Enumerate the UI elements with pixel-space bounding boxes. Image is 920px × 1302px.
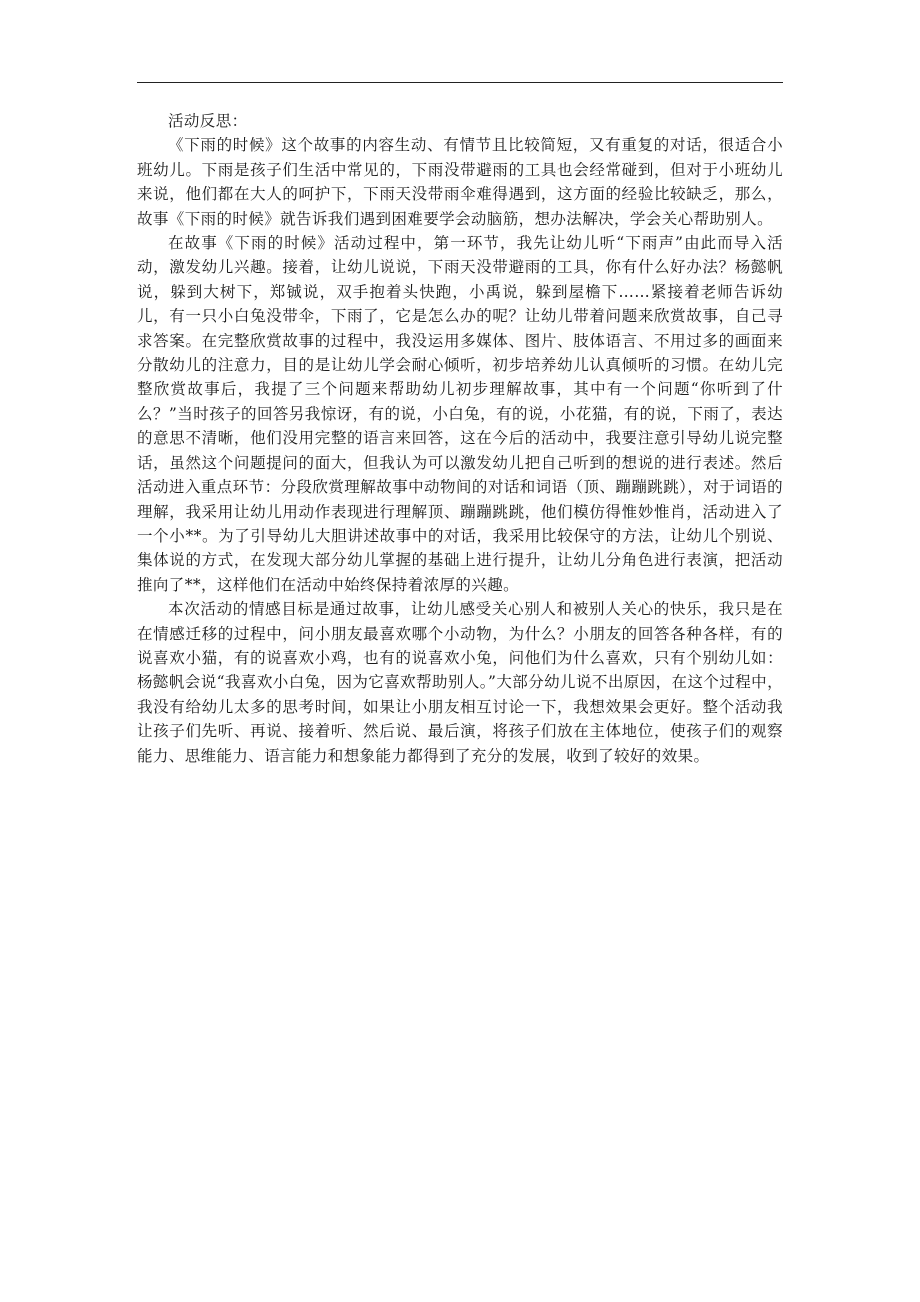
paragraph-intro: 《下雨的时候》这个故事的内容生动、有情节且比较简短，又有重复的对话，很适合小班幼儿。下雨是孩子们生活中常见的，下雨没带避雨的工具也会经常碰到，但对于小班幼儿来说，他们都在大人的呵护下，下雨天没带雨伞难得遇到，这方面的经验比较缺乏，那么，故事《下雨的时候》就告诉我们遇到困难要学会动脑筋，想办法解决，学会关心帮助别人。 — [137, 136, 783, 228]
section-heading: 活动反思： — [168, 112, 248, 130]
document-body — [137, 109, 783, 768]
header-rule — [137, 82, 783, 83]
paragraph-emotion-goal: 本次活动的情感目标是通过故事，让幼儿感受关心别人和被别人关心的快乐，我只是在在情感迁移的过程中，问小朋友最喜欢哪个小动物，为什么？小朋友的回答各种各样，有的说喜欢小猫，有的说喜欢小鸡，也有的说喜欢小兔，问他们为什么喜欢，只有个别幼儿如：杨懿帆会说“我喜欢小白兔，因为它喜欢帮助别人。”大部分幼儿说不出原因，在这个过程中，我没有给幼儿太多的思考时间，如果让小朋友相互讨论一下，我想效果会更好。整个活动我让孩子们先听、再说、接着听、然后说、最后演，将孩子们放在主体地位，使孩子们的观察能力、思维能力、语言能力和想象能力都得到了充分的发展，收到了较好的效果。 — [137, 600, 783, 765]
paragraph-process: 在故事《下雨的时候》活动过程中，第一环节，我先让幼儿听“下雨声”由此而导入活动，激发幼儿兴趣。接着，让幼儿说说，下雨天没带避雨的工具，你有什么好办法？杨懿帆说，躲到大树下，郑铖说，双手抱着头快跑，小禹说，躲到屋檐下……紧接着老师告诉幼儿，有一只小白兔没带伞，下雨了，它是怎么办的呢？让幼儿带着问题来欣赏故事，自己寻求答案。在完整欣赏故事的过程中，我没运用多媒体、图片、肢体语言、不用过多的画面来分散幼儿的注意力，目的是让幼儿学会耐心倾听，初步培养幼儿认真倾听的习惯。在幼儿完整欣赏故事后，我提了三个问题来帮助幼儿初步理解故事，其中有一个问题“你听到了什么？”当时孩子的回答另我惊讶，有的说，小白兔，有的说，小花猫，有的说，下雨了，表达的意思不清晰，他们没用完整的语言来回答，这在今后的活动中，我要注意引导幼儿说完整话，虽然这个问题提问的面大，但我认为可以激发幼儿把自己听到的想说的进行表述。然后活动进入重点环节：分段欣赏理解故事中动物间的对话和词语（顶、蹦蹦跳跳），对于词语的理解，我采用让幼儿用动作表现进行理解顶、蹦蹦跳跳，他们模仿得惟妙惟肖，活动进入了一个小**。为了引导幼儿大胆讲述故事中的对话，我采用比较保守的方法，让幼儿个别说、集体说的方式，在发现大部分幼儿掌握的基础上进行提升，让幼儿分角色进行表演，把活动推向了**，这样他们在活动中始终保持着浓厚的兴趣。 — [137, 234, 783, 594]
